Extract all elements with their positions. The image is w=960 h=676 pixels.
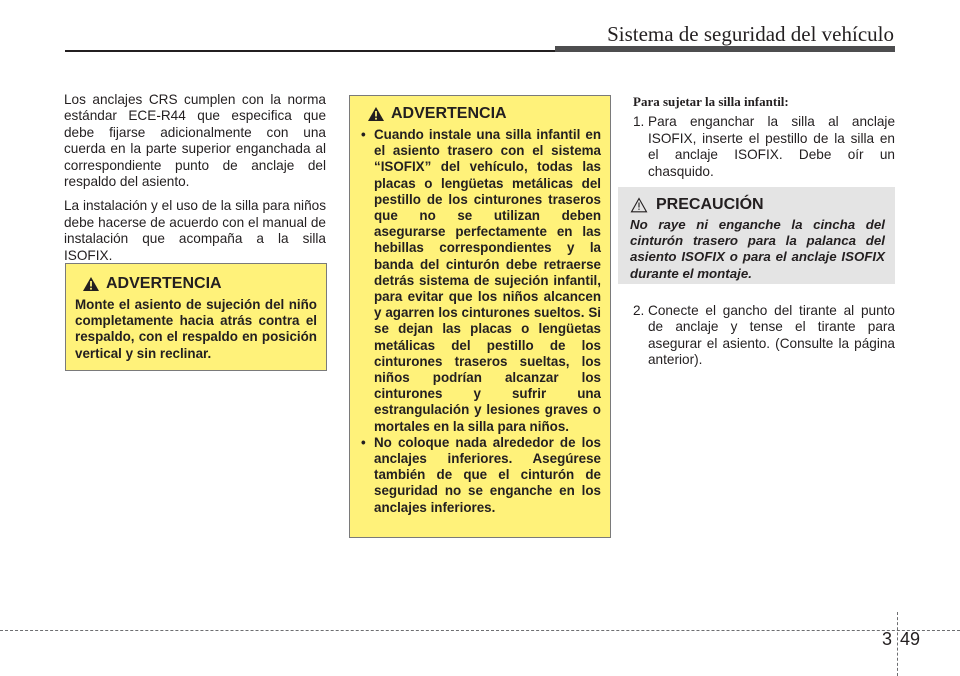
warning-title-text: ADVERTENCIA [391, 105, 507, 122]
subheading: Para sujetar la silla infantil: [633, 94, 789, 109]
warning-item-lower-anchors: • No coloque nada alrededor de los anclajes inferiores. Asegúrese también de que el cinturón de seguridad no se enganche en los anclajes inferiores. [359, 435, 601, 516]
warning-text: Monte el asiento de sujeción del niño completamente hacia atrás contra el respaldo, con el respaldo en posición vertical y sin reclinar. [75, 297, 317, 361]
step-text: Conecte el gancho del tirante al punto de anclaje y tense el tirante para asegurar el asiento. (Consulte la página anterior). [648, 303, 895, 368]
warning-title-text: ADVERTENCIA [106, 275, 222, 292]
paragraph-isofix-install: La instalación y el uso de la silla para niños debe hacerse de acuerdo con el manual de instalación que acompaña a la silla ISOFIX. [64, 198, 326, 263]
right-column [633, 94, 895, 180]
warning-title [82, 275, 317, 293]
warning-title [367, 105, 601, 123]
step-text: Para enganchar la silla al anclaje ISOFIX, inserte el pestillo de la silla en el anclaje ISOFIX. Debe oír un chasquido. [648, 114, 895, 179]
page-header-title: Sistema de seguridad del vehículo [607, 22, 894, 46]
warning-item-unused-belts: • Cuando instale una silla infantil en el asiento trasero con el sistema “ISOFIX” del vehículo, todas las placas o lengüetas metálicas del pestillo de los cinturones traseros que no se utilizan deben asegurarse perfectamente en las hebillas correspondientes y la banda del cinturón debe retraerse detrás sistema de sujeción infantil, para evitar que los niños alcancen y agarren los cinturones sueltos. Si se dejan las placas o lengüetas metálicas del pestillo de los cinturones traseros sueltas, los niños podrían alcanzar los cinturones y sufrir una estrangulación y lesiones graves o mortales en la silla para niños. [359, 127, 601, 435]
caution-box [618, 187, 895, 284]
warning-triangle-icon [367, 106, 385, 122]
caution-text: No raye ni enganche la cincha del cinturón trasero para la palanca del asiento ISOFIX o para el anclaje ISOFIX durante el montaje. [630, 217, 885, 281]
footer-divider [897, 612, 898, 676]
header-rule [65, 50, 555, 52]
step-1 [633, 114, 895, 180]
paragraph-crs-anchors: Los anclajes CRS cumplen con la norma estándar ECE-R44 que especifica que debe fijarse adicionalmente con una cuerda en la parte superior enganchada al correspondiente punto de anclaje del respaldo del asiento. [64, 92, 326, 190]
page-number: 49 [900, 629, 921, 649]
caution-triangle-icon [630, 197, 648, 213]
right-column-lower [633, 303, 895, 369]
footer-rule [0, 630, 960, 631]
warning-box-isofix [349, 95, 611, 538]
left-column [64, 92, 326, 272]
caution-title [630, 196, 885, 214]
step-2 [633, 303, 895, 369]
warning-triangle-icon [82, 276, 100, 292]
chapter-number: 3 [882, 629, 893, 649]
warning-box-seat-position [65, 263, 327, 371]
step-number: 2. [633, 303, 645, 318]
warning-list [359, 127, 601, 516]
caution-title-text: PRECAUCIÓN [656, 196, 764, 213]
step-number: 1. [633, 114, 645, 130]
header-rule-thick [555, 46, 895, 52]
